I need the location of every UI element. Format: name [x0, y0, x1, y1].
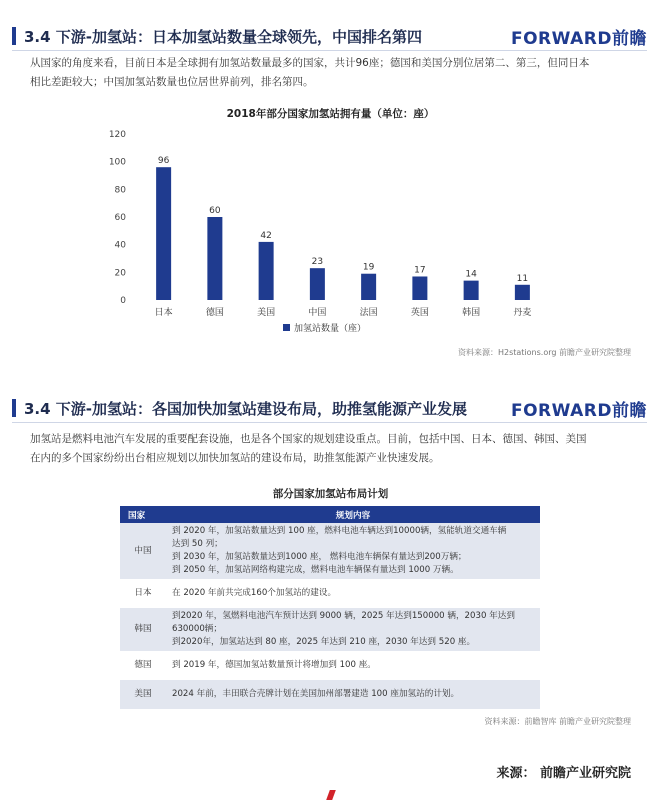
row-content [166, 523, 540, 579]
paragraph-line: 在内的多个国家纷纷出台相应规划以加快加氢站的建设布局，助推氢能源产业快速发展。 [30, 452, 440, 464]
x-tick-label: 中国 [308, 308, 327, 318]
bar [310, 268, 325, 300]
bar [361, 274, 376, 300]
section2-title [12, 398, 467, 418]
section2-source: 资料来源：前瞻智库 前瞻产业研究院整理 [484, 717, 631, 726]
row-country: 中国 [120, 523, 166, 579]
bar-chart [0, 120, 661, 342]
section2-title-text: 3.4 下游-加氢站：各国加快加氢站建设布局，助推氢能源产业发展 [24, 400, 468, 418]
header-content: 规划内容 [166, 506, 540, 523]
x-tick-label: 法国 [359, 308, 378, 318]
data-label: 19 [362, 262, 375, 273]
table-row [120, 523, 540, 579]
row-line: 到2020年，加氢站达到 80 座，2025 年达到 210 座，2030 年达到 520 座。 [172, 637, 476, 647]
section1-title-text: 3.4 下游-加氢站：日本加氢站数量全球领先，中国排名第四 [24, 28, 423, 46]
x-tick-label: 英国 [410, 308, 429, 318]
x-tick-label: 日本 [154, 308, 173, 318]
bar [207, 217, 222, 300]
row-content [166, 608, 540, 651]
data-label: 14 [465, 269, 477, 280]
title-bar [12, 399, 16, 417]
bar [412, 276, 427, 300]
bar [464, 281, 479, 300]
row-content [166, 579, 540, 608]
data-label: 42 [260, 230, 272, 241]
row-content [166, 680, 540, 709]
row-line: 2024 年前，丰田联合壳牌计划在美国加州部署建造 100 座加氢站的计划。 [172, 689, 460, 699]
title-bar [12, 27, 16, 45]
section1-title [12, 26, 422, 46]
x-tick-label: 美国 [257, 308, 276, 318]
data-label: 60 [209, 206, 221, 216]
row-line: 到2020 年，氢燃料电池汽车预计达到 9000 辆，2025 年达到150000 辆，2030 年达到 [172, 611, 515, 621]
row-line: 到 2050 年，加氢站网络构建完成，燃料电池车辆保有量达到 1000 万辆。 [172, 565, 459, 575]
section1-source: 资料来源：H2stations.org 前瞻产业研究院整理 [457, 348, 631, 357]
chart-title: 2018年部分国家加氢站拥有量（单位：座） [226, 108, 435, 120]
row-line: 到 2019 年，德国加氢站数量预计将增加到 100 座。 [172, 660, 376, 670]
y-tick-label: 40 [114, 240, 126, 251]
legend-swatch [283, 324, 290, 331]
red-mark [326, 790, 336, 800]
data-label: 96 [157, 156, 170, 167]
plan-table [120, 506, 540, 709]
section1-rule [12, 50, 647, 51]
row-line: 在 2020 年前共完成160个加氢站的建设。 [172, 588, 337, 598]
forward-logo: FORWARD前瞻 [510, 401, 647, 421]
header-country: 国家 [120, 506, 166, 523]
paragraph-line: 加氢站是燃料电池汽车发展的重要配套设施，也是各个国家的规划建设重点。目前，包括中国、日本、德国、韩国、美国 [30, 433, 587, 445]
bar [259, 242, 274, 300]
data-label: 17 [414, 265, 426, 276]
footer-source: 来源： 前瞻产业研究院 [496, 766, 631, 781]
paragraph-line: 相比差距较大；中国加氢站数量也位居世界前列，排名第四。 [30, 76, 314, 88]
row-line: 到 2030 年，加氢站数量达到1000 座， 燃料电池车辆保有量达到200万辆； [172, 552, 467, 562]
bar [515, 285, 530, 300]
table-title: 部分国家加氢站布局计划 [272, 488, 389, 500]
x-tick-label: 韩国 [462, 308, 481, 318]
row-content [166, 651, 540, 680]
row-country: 美国 [120, 680, 166, 709]
row-line: 到 2020 年，加氢站数量达到 100 座，燃料电池车辆达到10000辆，氢能轨道交通车辆 [172, 526, 507, 536]
x-tick-label: 丹麦 [513, 308, 532, 318]
table-row [120, 579, 540, 608]
section2-rule [12, 422, 647, 423]
y-tick-label: 20 [114, 268, 126, 279]
table-row [120, 651, 540, 680]
y-tick-label: 100 [108, 157, 126, 168]
y-tick-label: 120 [108, 130, 126, 140]
table-row [120, 608, 540, 651]
bar [156, 167, 171, 300]
row-country: 韩国 [120, 608, 166, 651]
table-header-row [120, 506, 540, 523]
paragraph-line: 从国家的角度来看，目前日本是全球拥有加氢站数量最多的国家，共计96座；德国和美国分别位居第二、第三，但同日本 [30, 57, 590, 69]
x-tick-label: 德国 [205, 308, 224, 318]
data-label: 11 [516, 273, 529, 284]
section2-paragraph [30, 430, 630, 468]
y-tick-label: 60 [114, 213, 126, 223]
row-line: 630000辆； [172, 624, 222, 634]
legend-label: 加氢站数量（座） [294, 324, 367, 334]
y-tick-label: 0 [120, 296, 126, 306]
row-country: 日本 [134, 588, 152, 598]
table-row [120, 680, 540, 709]
row-country: 德国 [134, 660, 152, 670]
row-line: 达到 50 列； [172, 539, 223, 549]
forward-logo: FORWARD前瞻 [510, 29, 647, 49]
y-tick-label: 80 [114, 185, 126, 196]
data-label: 23 [311, 257, 324, 268]
section1-paragraph [30, 54, 630, 92]
